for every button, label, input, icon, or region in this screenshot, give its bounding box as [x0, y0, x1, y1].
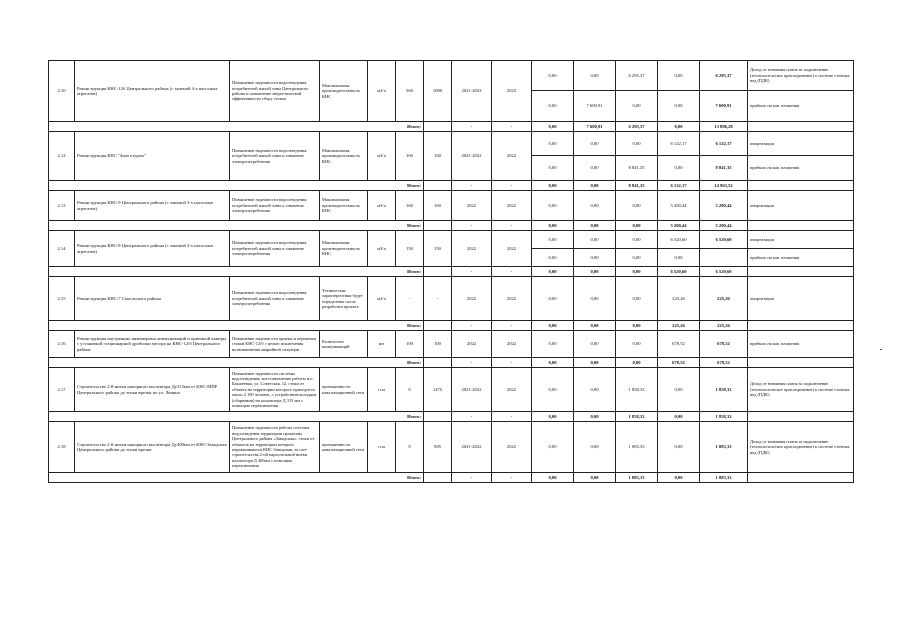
total-col-1: 0,00: [532, 358, 574, 368]
total-period-dash: -: [452, 473, 492, 483]
measure-indicator: Максимальная производительность КНС: [320, 191, 368, 221]
total-label: Итого:: [49, 267, 424, 277]
total-col-1: 0,00: [532, 181, 574, 191]
measure-goal: Повышение надежности водоотведения потребителей жилой зоны и снижение электропотребления: [230, 231, 320, 267]
total-col-1: 0,00: [532, 221, 574, 231]
total-col-4: 0,00: [658, 412, 700, 422]
total-col-1: 0,00: [532, 412, 574, 422]
total-col-4: 5 200,44: [658, 221, 700, 231]
measure-goal: Повышение надежности системы водоотведения, восстановление работы н.п. Бакшеевка, ул. Советская, 12, стоки от объекта на территории которого приходится около 2 100 человек, с устройством колодцев (сборников) на коллекторе Д 315 мм с помощью переключения: [230, 368, 320, 412]
total-sum: 1 858,33: [700, 412, 748, 422]
measure-number: 2.13: [49, 191, 75, 221]
total-col-2: 0,00: [574, 473, 616, 483]
total-row: [49, 321, 854, 331]
total-blank: [424, 122, 452, 132]
cost-col-1: 0,00: [532, 422, 574, 473]
cost-col-2: 0,00: [574, 61, 616, 91]
total-col-3: 8 841,35: [616, 181, 658, 191]
measure-name: Реконструкция КНС-8 Центрального района (с заменой 2-х насосных агрегатов): [75, 231, 230, 267]
total-year-dash: -: [492, 181, 532, 191]
total-col-1: 0,00: [532, 321, 574, 331]
total-row: [49, 122, 854, 132]
table-body: [49, 61, 854, 483]
cost-col-2: 0,00: [574, 277, 616, 321]
cost-col-4: 0,00: [658, 249, 700, 267]
measure-goal: Повышение надежности водоотведения потребителей жилой зоны Центрального района и повышение энергетической эффективности сбору стоков: [230, 61, 320, 122]
total-period-dash: -: [452, 267, 492, 277]
implementation-period: 2022: [452, 331, 492, 358]
value-after: 160: [424, 191, 452, 221]
total-blank: [424, 321, 452, 331]
implementation-period: 2021-2022: [452, 422, 492, 473]
investment-program-table-page: [48, 60, 853, 559]
measure-indicator: протяженность канализационной сети: [320, 368, 368, 412]
table-row: [49, 191, 854, 221]
cost-col-3: 1 083,33: [616, 422, 658, 473]
measure-number: 2.17: [49, 368, 75, 412]
cost-col-2: 7 600,91: [574, 91, 616, 122]
cost-total: 8 841,35: [700, 156, 748, 181]
measure-number: 2.15: [49, 277, 75, 321]
measure-goal: Повышение надежности водоотведения потребителей жилой зоны и снижение электропотребления: [230, 132, 320, 181]
total-col-2: 0,00: [574, 221, 616, 231]
measure-unit: м3/ч: [368, 231, 396, 267]
cost-col-3: 1 858,33: [616, 368, 658, 412]
total-source-blank: [748, 267, 854, 277]
measure-indicator: Максимальная производительность КНС: [320, 61, 368, 122]
cost-total: 6 122,17: [700, 132, 748, 156]
cost-col-3: 0,00: [616, 132, 658, 156]
total-col-4: 678,52: [658, 358, 700, 368]
cost-col-4: 0,00: [658, 61, 700, 91]
cost-total: 225,26: [700, 277, 748, 321]
total-sum: 678,52: [700, 358, 748, 368]
value-before: 100: [396, 331, 424, 358]
measure-name: Реконструкция КНС-9 Центрального района (с заменой 3-х насосных агрегатов): [75, 191, 230, 221]
total-col-2: 0,00: [574, 358, 616, 368]
measure-name: Реконструкция КНС-7 Сокольского района: [75, 277, 230, 321]
cost-col-2: 0,00: [574, 368, 616, 412]
total-source-blank: [748, 221, 854, 231]
cost-total: 1 858,33: [700, 368, 748, 412]
measure-indicator: Максимальная производительность КНС: [320, 132, 368, 181]
total-col-3: 0,00: [616, 358, 658, 368]
cost-col-2: 0,00: [574, 132, 616, 156]
measure-unit: шт: [368, 331, 396, 358]
table-row: [49, 61, 854, 91]
value-after: 100: [424, 331, 452, 358]
total-blank: [424, 181, 452, 191]
measure-unit: м3/ч: [368, 61, 396, 122]
funding-source: прибыль на кап. вложения: [748, 91, 854, 122]
measure-name: Реконструкция КНС-12б Центрального района (с заменой 4-х насосных агрегатов): [75, 61, 230, 122]
total-col-1: 0,00: [532, 267, 574, 277]
investment-measures-table: [48, 60, 854, 483]
total-period-dash: -: [452, 358, 492, 368]
total-col-4: 0,00: [658, 122, 700, 132]
cost-col-4: 0,00: [658, 156, 700, 181]
value-after: -: [424, 277, 452, 321]
total-col-3: 0,00: [616, 267, 658, 277]
total-sum: 14 963,52: [700, 181, 748, 191]
funding-source: прибыль на кап. вложения: [748, 331, 854, 358]
table-row: [49, 331, 854, 358]
table-row: [49, 277, 854, 321]
total-year-dash: -: [492, 358, 532, 368]
cost-total: 678,52: [700, 331, 748, 358]
completion-year: 2022: [492, 191, 532, 221]
measure-name: Реконструкция КНС "Зона отдыха": [75, 132, 230, 181]
completion-year: 2022: [492, 368, 532, 412]
value-after: 160: [424, 132, 452, 181]
total-year-dash: -: [492, 221, 532, 231]
cost-col-3: 0,00: [616, 249, 658, 267]
total-period-dash: -: [452, 412, 492, 422]
total-source-blank: [748, 181, 854, 191]
total-source-blank: [748, 473, 854, 483]
funding-source: прибыль на кап. вложения: [748, 249, 854, 267]
measure-unit: п.м: [368, 422, 396, 473]
funding-source: амортизация: [748, 191, 854, 221]
total-blank: [424, 412, 452, 422]
value-after: 150: [424, 231, 452, 267]
total-col-3: 1 083,33: [616, 473, 658, 483]
value-before: 160: [396, 132, 424, 181]
cost-total: 1 083,33: [700, 422, 748, 473]
total-sum: 225,26: [700, 321, 748, 331]
total-period-dash: -: [452, 321, 492, 331]
measure-unit: м3/ч: [368, 132, 396, 181]
total-row: [49, 267, 854, 277]
value-before: 160: [396, 191, 424, 221]
total-sum: 5 200,44: [700, 221, 748, 231]
cost-col-1: 0,00: [532, 368, 574, 412]
cost-col-2: 0,00: [574, 422, 616, 473]
total-year-dash: -: [492, 412, 532, 422]
total-col-3: 1 858,33: [616, 412, 658, 422]
funding-source: прибыль на кап. вложения: [748, 156, 854, 181]
cost-total: [700, 249, 748, 267]
total-period-dash: -: [452, 181, 492, 191]
cost-col-4: 5 200,44: [658, 191, 700, 221]
cost-col-1: 0,00: [532, 132, 574, 156]
total-source-blank: [748, 412, 854, 422]
cost-total: 5 200,44: [700, 191, 748, 221]
total-year-dash: -: [492, 473, 532, 483]
completion-year: 2022: [492, 422, 532, 473]
cost-col-4: 6 520,60: [658, 231, 700, 249]
total-col-2: 0,00: [574, 412, 616, 422]
total-blank: [424, 358, 452, 368]
completion-year: 2023: [492, 61, 532, 122]
total-blank: [424, 221, 452, 231]
total-col-2: 0,00: [574, 267, 616, 277]
total-source-blank: [748, 358, 854, 368]
total-year-dash: -: [492, 267, 532, 277]
total-col-3: 0,00: [616, 321, 658, 331]
total-col-4: 0,00: [658, 473, 700, 483]
cost-col-4: 678,52: [658, 331, 700, 358]
total-row: [49, 181, 854, 191]
measure-number: 2.16: [49, 331, 75, 358]
cost-col-1: 0,00: [532, 231, 574, 249]
cost-col-3: 0,00: [616, 191, 658, 221]
total-label: Итого:: [49, 122, 424, 132]
value-before: 150: [396, 231, 424, 267]
table-row: [49, 231, 854, 249]
funding-source: амортизация: [748, 277, 854, 321]
total-col-2: 0,00: [574, 321, 616, 331]
measure-unit: м3/ч: [368, 277, 396, 321]
value-after: 1475: [424, 368, 452, 412]
total-col-3: 0,00: [616, 221, 658, 231]
cost-col-3: 0,00: [616, 331, 658, 358]
completion-year: 2022: [492, 277, 532, 321]
cost-col-2: 0,00: [574, 249, 616, 267]
funding-source: Доход от взимания платы за подключение (технологическое присоединение) к системе сточных вод (ПДК): [748, 422, 854, 473]
cost-col-1: 0,00: [532, 249, 574, 267]
total-label: Итого:: [49, 321, 424, 331]
measure-goal: Повышение надежности водоотведения потребителей жилой зоны и снижение электропотребления: [230, 191, 320, 221]
cost-col-4: 0,00: [658, 422, 700, 473]
measure-number: 2.18: [49, 422, 75, 473]
completion-year: 2022: [492, 231, 532, 267]
cost-col-3: 6 295,37: [616, 61, 658, 91]
cost-col-4: 6 122,17: [658, 132, 700, 156]
value-after: 1000: [424, 61, 452, 122]
measure-goal: Повышение надежности работы системы водоотведения территории промзоны Центрального района «Заводская», стоки от объектов на территории которого перекачиваются КНС-Заводская, за счет строительства 2-ой параллельной нитки коллектора Д 400мм с помощью переключения: [230, 422, 320, 473]
measure-number: 2.12: [49, 132, 75, 181]
total-label: Итого:: [49, 412, 424, 422]
cost-total: 6 295,37: [700, 61, 748, 91]
funding-source: амортизация: [748, 231, 854, 249]
cost-col-1: 0,00: [532, 61, 574, 91]
cost-col-2: 0,00: [574, 231, 616, 249]
cost-col-4: 0,00: [658, 91, 700, 122]
value-before: 0: [396, 422, 424, 473]
funding-source: амортизация: [748, 132, 854, 156]
total-source-blank: [748, 122, 854, 132]
measure-unit: м3/ч: [368, 191, 396, 221]
total-sum: 1 083,33: [700, 473, 748, 483]
total-row: [49, 358, 854, 368]
table-row: [49, 368, 854, 412]
implementation-period: 2021-2022: [452, 368, 492, 412]
total-label: Итого:: [49, 221, 424, 231]
total-year-dash: -: [492, 321, 532, 331]
cost-col-1: 0,00: [532, 277, 574, 321]
total-row: [49, 473, 854, 483]
cost-col-2: 0,00: [574, 331, 616, 358]
total-source-blank: [748, 321, 854, 331]
funding-source: Доход от взимания платы за подключение (технологическое присоединение) к системе сточных вод (ПДК): [748, 368, 854, 412]
cost-col-1: 0,00: [532, 331, 574, 358]
measure-indicator: протяженность канализационной сети: [320, 422, 368, 473]
total-year-dash: -: [492, 122, 532, 132]
total-row: [49, 221, 854, 231]
implementation-period: 2022: [452, 231, 492, 267]
measure-name: Строительство 2-й нитки напорного коллектора Ду400мм от КНС-Заводская Центрального района до точки врезки: [75, 422, 230, 473]
total-col-4: 6 520,60: [658, 267, 700, 277]
implementation-period: 2021-2022: [452, 132, 492, 181]
cost-col-3: 0,00: [616, 277, 658, 321]
implementation-period: 2022: [452, 191, 492, 221]
cost-col-4: 0,00: [658, 368, 700, 412]
cost-col-1: 0,00: [532, 91, 574, 122]
cost-col-2: 0,00: [574, 191, 616, 221]
cost-total: 7 600,91: [700, 91, 748, 122]
total-col-2: 7 600,91: [574, 122, 616, 132]
measure-indicator: Технические характеристики будут определены после разработки проекта: [320, 277, 368, 321]
cost-col-4: 225,26: [658, 277, 700, 321]
total-period-dash: -: [452, 221, 492, 231]
completion-year: 2022: [492, 132, 532, 181]
measure-unit: п.м: [368, 368, 396, 412]
value-before: 0: [396, 368, 424, 412]
total-col-4: 225,26: [658, 321, 700, 331]
measure-number: 2.10: [49, 61, 75, 122]
value-after: 985: [424, 422, 452, 473]
measure-goal: Повышение надежности водоотведения потребителей жилой зоны и снижение электропотребления: [230, 277, 320, 321]
total-col-1: 0,00: [532, 122, 574, 132]
measure-name: Строительство 2-й нитки напорного коллектора Ду315мм от КНС-МПР Центрального района до точки врезки по ул. Ленина: [75, 368, 230, 412]
table-row: [49, 132, 854, 156]
total-label: Итого:: [49, 358, 424, 368]
total-col-1: 0,00: [532, 473, 574, 483]
cost-col-3: 0,00: [616, 231, 658, 249]
total-col-2: 0,00: [574, 181, 616, 191]
total-row: [49, 412, 854, 422]
table-row: [49, 422, 854, 473]
total-sum: 6 520,60: [700, 267, 748, 277]
implementation-period: 2021-2023: [452, 61, 492, 122]
total-period-dash: -: [452, 122, 492, 132]
cost-col-1: 0,00: [532, 191, 574, 221]
value-before: -: [396, 277, 424, 321]
measure-indicator: Количество коммуникаций: [320, 331, 368, 358]
total-col-3: 6 295,37: [616, 122, 658, 132]
total-label: Итого:: [49, 181, 424, 191]
total-blank: [424, 267, 452, 277]
measure-name: Реконструкция внутренних инженерных коммуникаций и приемной камеры с установкой стационарной дробилки мусора на КНС-12/б Центрального района: [75, 331, 230, 358]
cost-col-3: 0,00: [616, 91, 658, 122]
value-before: 560: [396, 61, 424, 122]
cost-col-1: 0,00: [532, 156, 574, 181]
measure-indicator: Максимальная производительность КНС: [320, 231, 368, 267]
measure-goal: Повышение надежности приема и перекачки стоков КНС-12/б с целью исключения возникновения аварийной ситуации: [230, 331, 320, 358]
completion-year: 2022: [492, 331, 532, 358]
total-blank: [424, 473, 452, 483]
measure-number: 2.14: [49, 231, 75, 267]
total-label: Итого:: [49, 473, 424, 483]
cost-total: 6 520,60: [700, 231, 748, 249]
total-col-4: 6 122,17: [658, 181, 700, 191]
scan-speck: [880, 349, 882, 350]
total-sum: 13 896,28: [700, 122, 748, 132]
cost-col-2: 0,00: [574, 156, 616, 181]
cost-col-3: 8 841,35: [616, 156, 658, 181]
funding-source: Доход от взимания платы за подключение (технологическое присоединение) к системе сточных вод (ПДК): [748, 61, 854, 91]
implementation-period: 2022: [452, 277, 492, 321]
